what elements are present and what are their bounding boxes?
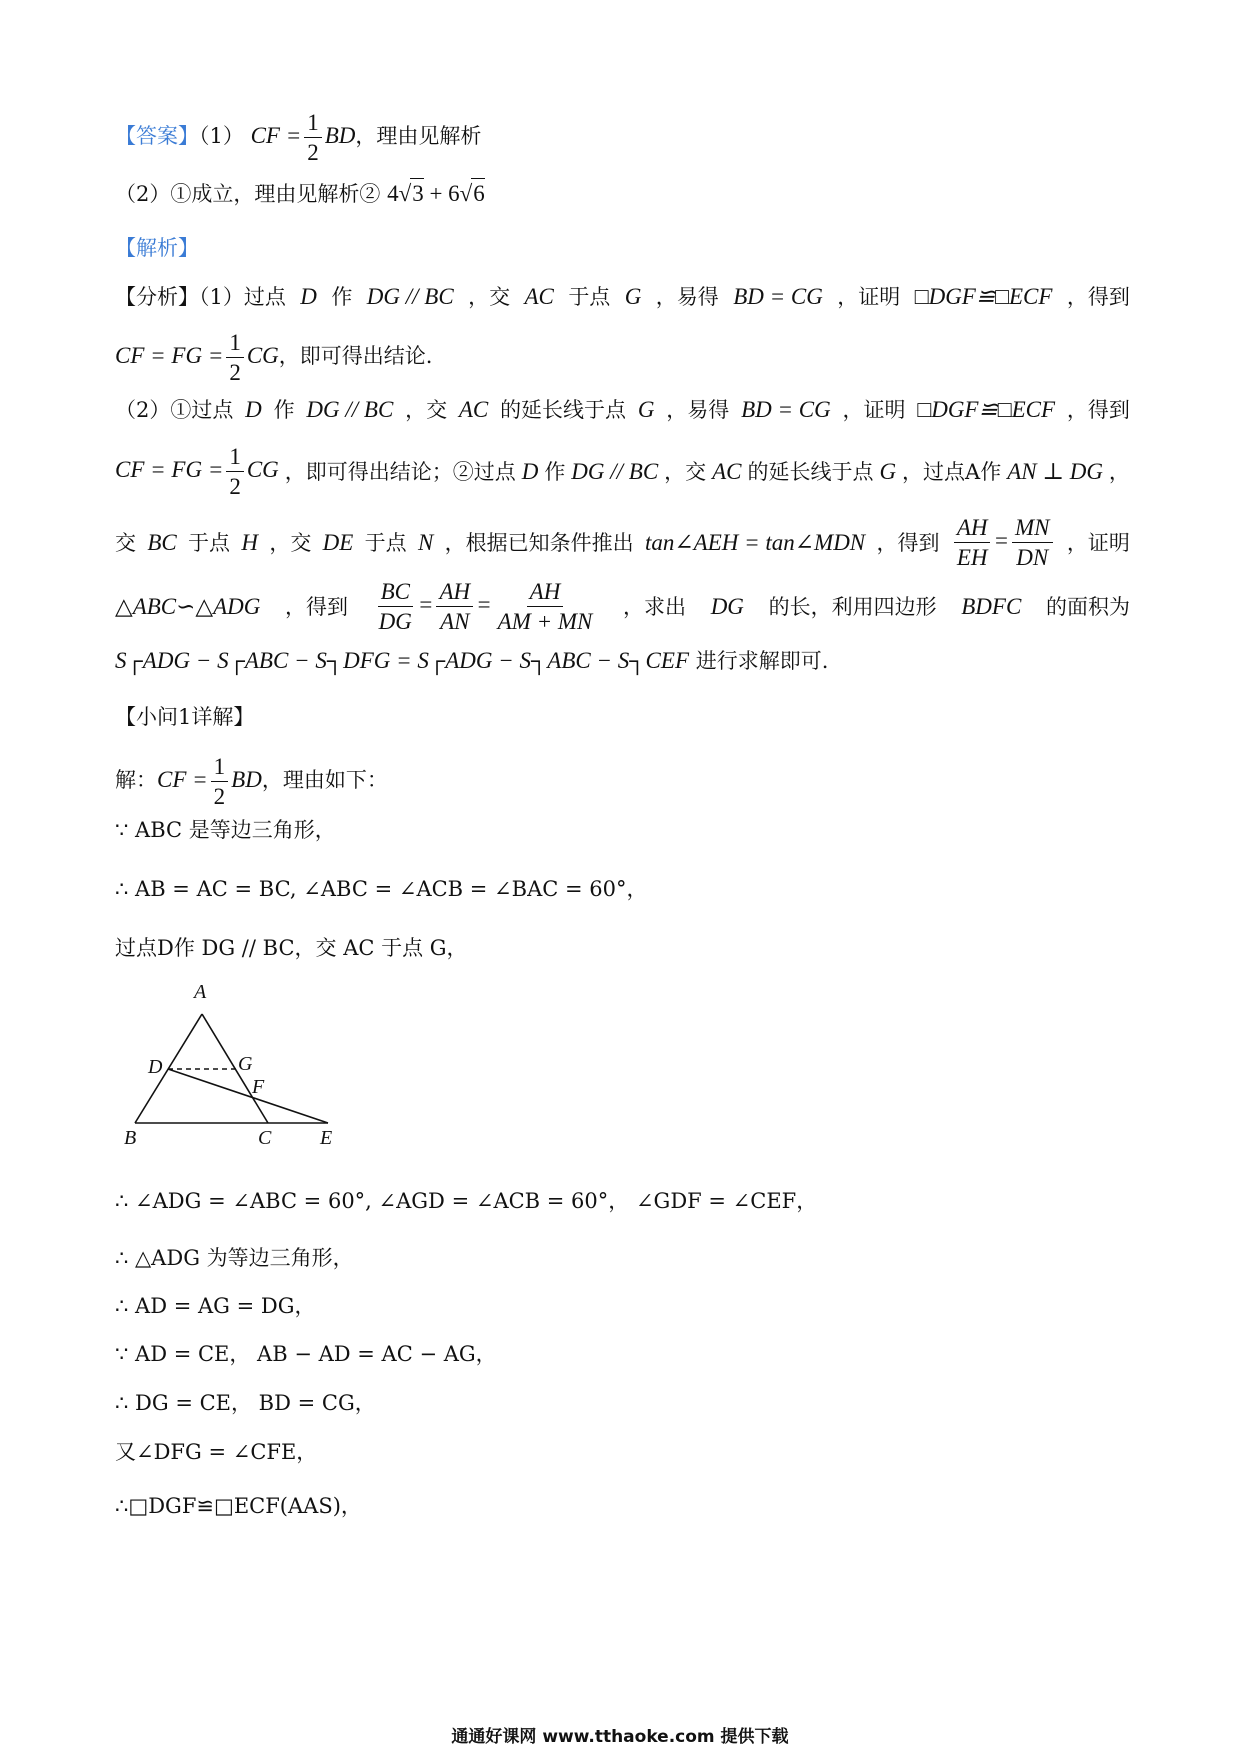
analysis-line-2: CF = FG = $\frac{1}{2}$ CG，即可得出结论. — [115, 330, 433, 385]
detail-line-2: ∵ ABC 是等边三角形， — [115, 818, 336, 842]
analysis-line-7: S┌ADG − S┌ABC − S┐DFG = S┌ADG − S┐ABC − S┐CEF 进行求解即可. — [115, 648, 829, 673]
detail-line-8: ∵ AD = CE， AB − AD = AC − AG， — [115, 1342, 497, 1366]
detail-line-5: ∴ ∠ADG = ∠ABC = 60°, ∠AGD = ∠ACB = 60°， ∠GDF = ∠CEF， — [115, 1189, 818, 1213]
segment-de — [168, 1069, 328, 1123]
answer-radical-expr: 4√3 + 6√6 — [387, 181, 485, 206]
analysis-line-3: （2）①过点 D 作 DG // BC ，交 AC 的延长线于点 G ，易得 BD = CG ，证明 □DGF≌□ECF ，得到 — [115, 397, 1130, 422]
label-b: B — [124, 1127, 137, 1149]
label-g: G — [238, 1053, 253, 1075]
fraction-one-half: $\frac{1}{2}$ — [304, 111, 322, 164]
label-a: A — [194, 981, 207, 1003]
detail-line-9: ∴ DG = CE， BD = CG， — [115, 1391, 376, 1415]
answer-tag: 【答案】 — [115, 124, 199, 148]
detail-line-7: ∴ AD = AG = DG， — [115, 1294, 316, 1318]
analysis-tag: 【解析】 — [115, 236, 199, 260]
label-c: C — [258, 1127, 272, 1149]
analysis-line-4: CF = FG = $\frac{1}{2}$ CG ，即可得出结论；②过点 D 作 DG // BC ，交 AC 的延长线于点 G ，过点A作 AN ⊥ DG ， — [115, 444, 1130, 499]
detail-line-10: 又∠DFG = ∠CFE， — [115, 1440, 318, 1464]
footer-watermark: 通通好课网 www.tthaoke.com 提供下载 — [451, 1727, 789, 1747]
label-d: D — [148, 1056, 163, 1078]
detail-tag: 【小问1详解】 — [115, 705, 255, 729]
analysis-line-5: 交 BC 于点 H ，交 DE 于点 N ，根据已知条件推出 tan∠AEH = tan∠MDN ，得到 $\frac{AH}{EH}$ = $\frac{MN}{DN}$ ，证明 — [115, 515, 1130, 570]
label-e: E — [320, 1127, 333, 1149]
detail-line-11: ∴□DGF≌□ECF(AAS)， — [115, 1494, 362, 1518]
triangle-figure — [120, 980, 380, 1150]
answer-line-1: 【答案】（1） CF = $\frac{1}{2}$ BD，理由见解析 — [115, 110, 482, 165]
detail-line-1: 解：CF = $\frac{1}{2}$ BD，理由如下： — [115, 754, 388, 809]
detail-line-6: ∴ △ADG 为等边三角形， — [115, 1246, 354, 1270]
label-f: F — [252, 1076, 265, 1098]
answer-line-2: （2）①成立，理由见解析② 4√3 + 6√6 — [115, 178, 1130, 209]
detail-line-3: ∴ AB = AC = BC, ∠ABC = ∠ACB = ∠BAC = 60°， — [115, 877, 648, 901]
detail-line-4: 过点D作 DG // BC，交 AC 于点 G， — [115, 936, 468, 960]
analysis-line-1: 【分析】（1）过点 D 作 DG // BC ，交 AC 于点 G ，易得 BD = CG ，证明 □DGF≌□ECF ，得到 — [115, 284, 1130, 309]
analysis-line-6: △ABC∽△ADG ，得到 $\frac{BC}{DG}$ = $\frac{AH}{AN}$ = $\frac{AH}{AM + MN}$ ，求出 DG 的长，利用四边形 BDFC 的面积为 — [115, 579, 1130, 634]
